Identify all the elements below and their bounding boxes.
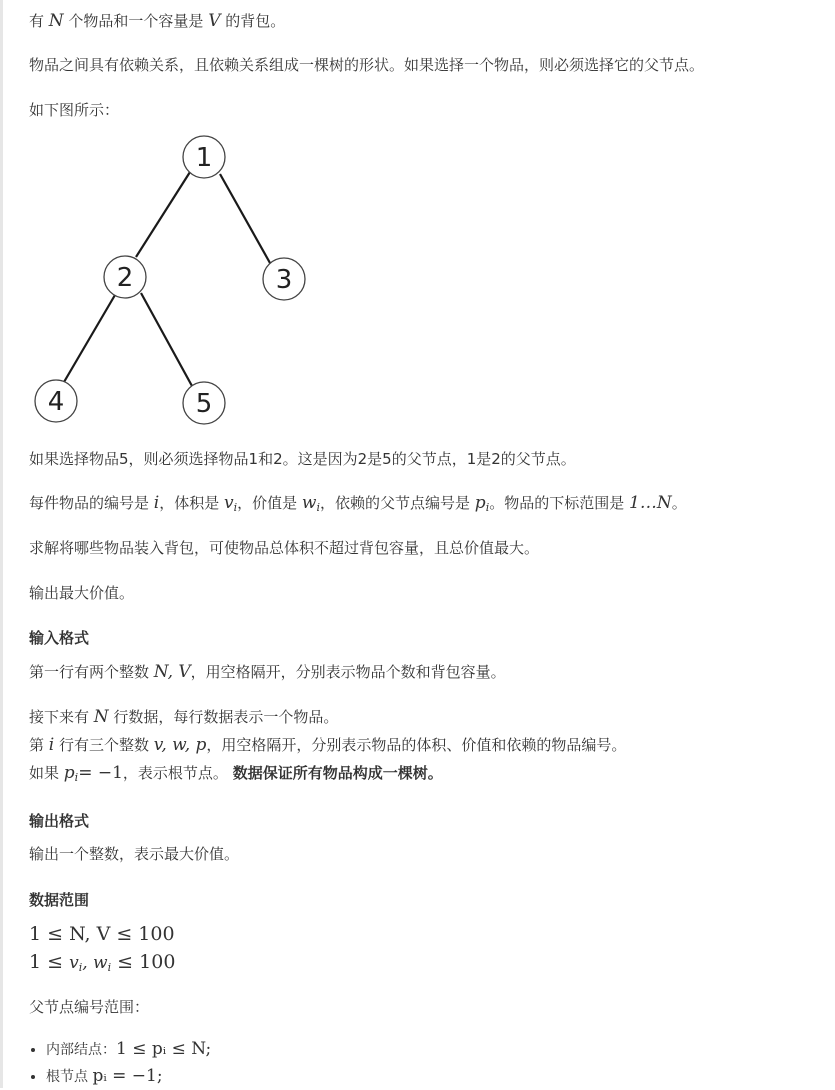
explain-line-4: 输出最大价值。 [29, 584, 135, 602]
text: 。 [671, 494, 687, 512]
subscript-i: i [78, 961, 83, 974]
bold-guarantee: 数据保证所有物品构成一棵树。 [232, 764, 443, 782]
explain-line-1: 如果选择物品5，则必须选择物品1和2。这是因为2是5的父节点，1是2的父节点。 [29, 450, 576, 468]
math-v: v [224, 493, 234, 513]
output-format-heading: 输出格式 [29, 812, 90, 830]
text: ，依赖的父节点编号是 [320, 494, 475, 512]
parent-range-list [16, 1036, 211, 1090]
input-line-2 [29, 706, 338, 728]
list-item [46, 1036, 211, 1063]
node-label: 2 [116, 263, 134, 293]
math-i: i [48, 735, 55, 755]
node-label: 1 [195, 143, 213, 173]
math-N: N [93, 707, 109, 727]
math-N-V: N, V [153, 662, 191, 682]
text: ，价值是 [237, 494, 302, 512]
text: 第 [29, 736, 49, 754]
bullet-label: 内部结点： [46, 1042, 116, 1058]
math-equals-minus-one: = −1 [78, 763, 123, 783]
subscript-i: i [316, 501, 321, 514]
input-line-3 [29, 734, 626, 756]
text: 有 [29, 12, 49, 30]
bullet-label: 根节点 [46, 1069, 93, 1085]
text: 接下来有 [29, 708, 94, 726]
math-v-w-p: v, w, p [153, 735, 207, 755]
math-i: i [153, 493, 160, 513]
text: ，表示根节点。 [122, 764, 233, 782]
intro-line-3: 如下图所示： [29, 101, 120, 119]
text: ，体积是 [159, 494, 224, 512]
tree-node-2 [104, 256, 146, 298]
intro-line-2: 物品之间具有依赖关系，且依赖关系组成一棵树的形状。如果选择一个物品，则必须选择它的父节点。 [29, 56, 705, 74]
text: 行数据，每行数据表示一个物品。 [108, 708, 339, 726]
input-line-4 [29, 762, 443, 789]
output-line-1: 输出一个整数，表示最大价值。 [29, 845, 240, 863]
node-label: 5 [195, 389, 213, 419]
text: 1 ≤ [29, 951, 70, 973]
input-format-heading: 输入格式 [29, 629, 90, 647]
parent-range-heading: 父节点编号范围： [29, 998, 150, 1016]
dependency-tree-diagram [29, 130, 329, 430]
range-line-2: $1 \le v_i$, $w_i \le 100$ [29, 951, 176, 974]
tree-edges [64, 172, 270, 386]
input-line-1 [29, 661, 506, 683]
subscript-i: i [107, 961, 112, 974]
text: 第一行有两个整数 [29, 663, 154, 681]
text: 如果 [29, 764, 64, 782]
list-item [46, 1063, 211, 1090]
bullet-math: pᵢ = −1; [92, 1066, 163, 1086]
text: 的背包。 [220, 12, 286, 30]
math-p: p [474, 493, 486, 513]
explain-line-3: 求解将哪些物品装入背包，可使物品总体积不超过背包容量，且总价值最大。 [29, 539, 540, 557]
tree-node-5 [183, 382, 225, 424]
text: 。物品的下标范围是 [489, 494, 629, 512]
edge-2-4 [64, 295, 115, 382]
math-range: 1…N [629, 493, 672, 513]
math-V: V [208, 11, 221, 31]
subscript-i: i [74, 771, 79, 784]
tree-node-3 [263, 258, 305, 300]
text: ≤ 100 [111, 951, 176, 973]
text: 每件物品的编号是 [29, 494, 154, 512]
math-v: v [69, 953, 79, 973]
tree-node-4 [35, 380, 77, 422]
math-w: w [93, 953, 108, 973]
math-p: p [63, 763, 75, 783]
math-w: w [301, 493, 317, 513]
intro-line-1 [29, 10, 285, 32]
text: ，用空格隔开，分别表示物品个数和背包容量。 [190, 663, 506, 681]
edge-1-3 [220, 174, 270, 263]
subscript-i: i [233, 501, 238, 514]
text: ，用空格隔开，分别表示物品的体积、价值和依赖的物品编号。 [206, 736, 627, 754]
node-label: 3 [275, 265, 293, 295]
left-border [0, 0, 3, 1088]
explain-line-2 [29, 492, 687, 519]
edge-2-5 [141, 293, 192, 386]
edge-1-2 [136, 172, 190, 257]
text: 行有三个整数 [54, 736, 154, 754]
tree-node-1 [183, 136, 225, 178]
node-label: 4 [47, 387, 65, 417]
data-range-heading: 数据范围 [29, 891, 90, 909]
math-N: N [48, 11, 64, 31]
bullet-math: 1 ≤ pᵢ ≤ N; [116, 1039, 212, 1059]
text: 个物品和一个容量是 [63, 12, 209, 30]
subscript-i: i [485, 501, 490, 514]
range-line-1: 1 ≤ N, V ≤ 100 [29, 923, 175, 945]
